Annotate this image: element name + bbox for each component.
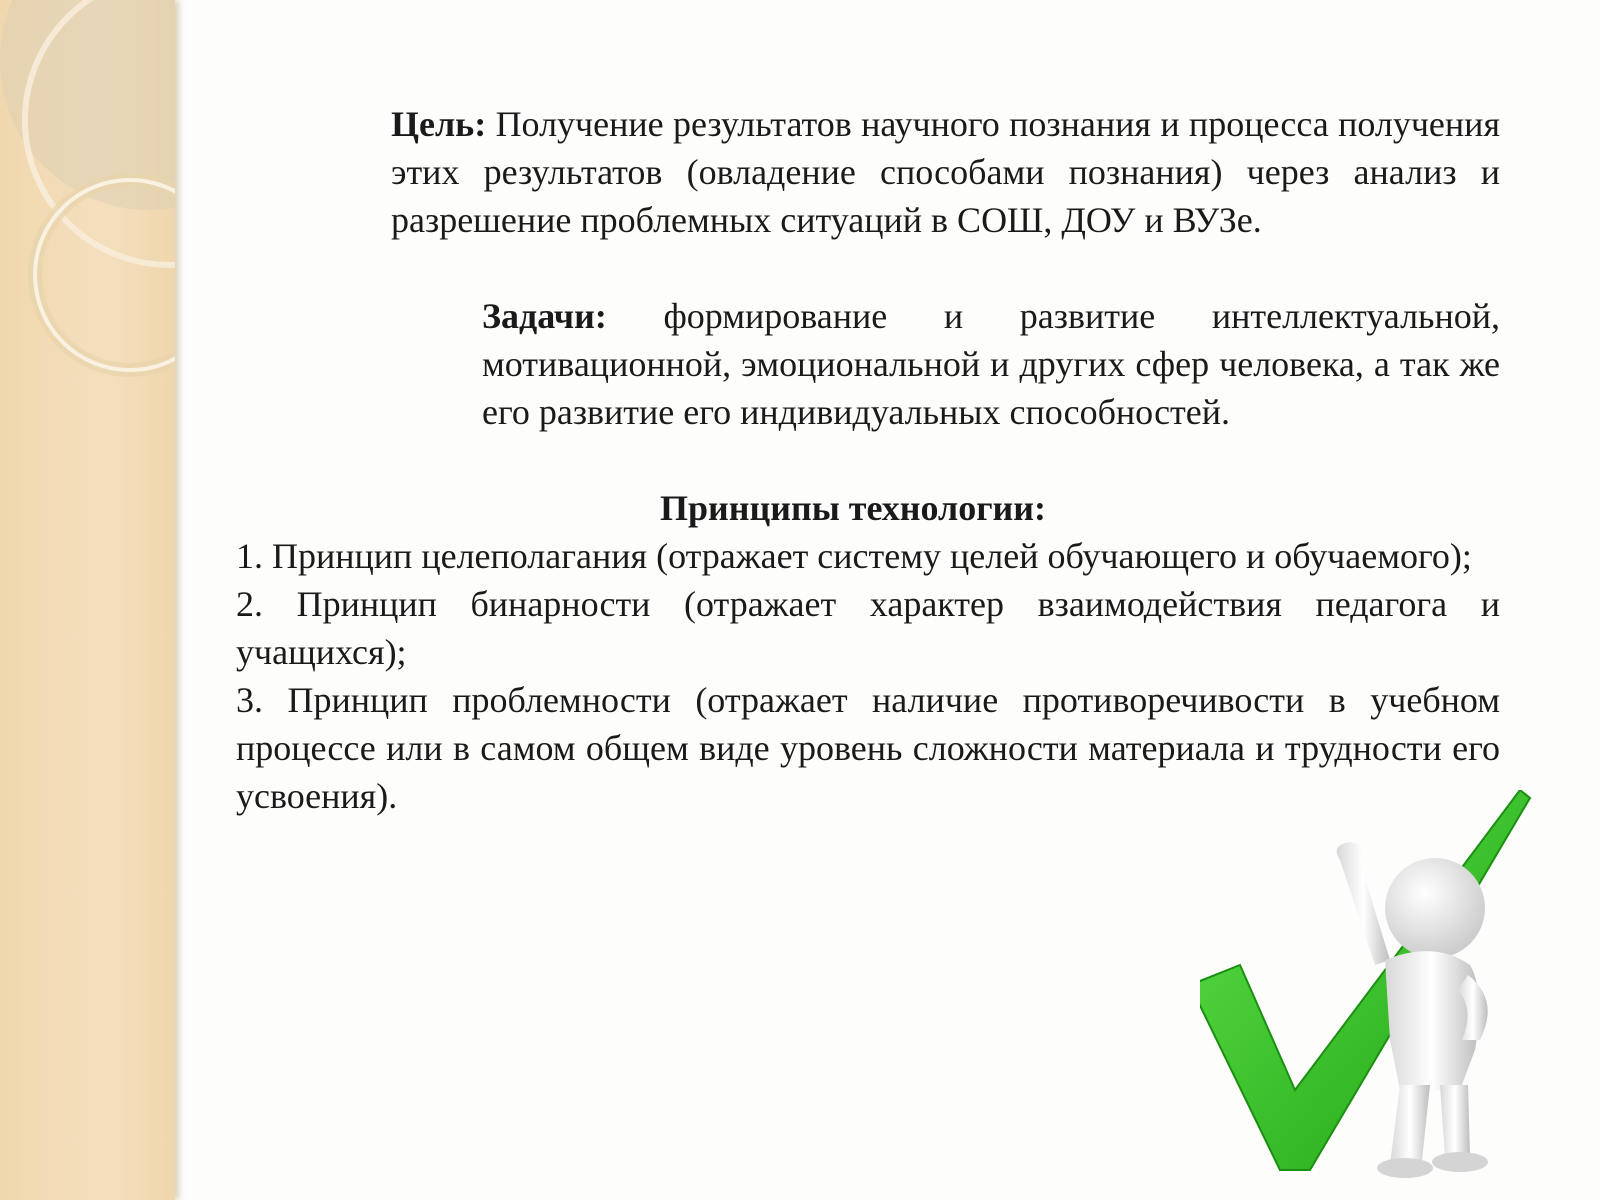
tasks-text: формирование и развитие интеллектуальной, мотивационной, эмоциональной и других сфер человека, а так же его развитие его индивидуальных способностей. xyxy=(482,296,1501,432)
tasks-label: Задачи: xyxy=(482,296,607,336)
goal-text: Получение результатов научного познания и процесса получения этих результатов (овладение способами познания) через анализ и разрешение проблемных ситуаций в СОШ, ДОУ и ВУЗе. xyxy=(391,104,1501,240)
goal-label: Цель: xyxy=(391,104,487,144)
decorative-rings-icon xyxy=(0,0,175,1200)
goal-paragraph xyxy=(236,100,1500,244)
principles-heading: Принципы технологии: xyxy=(659,488,1047,528)
slide-content xyxy=(236,100,1500,820)
principle-item: 2. Принцип бинарности (отражает характер взаимодействия педагога и учащихся); xyxy=(236,584,1500,672)
decorative-side-band xyxy=(0,0,175,1200)
principles-list xyxy=(236,532,1500,820)
principle-item: 1. Принцип целеполагания (отражает систему целей обучающего и обучаемого); xyxy=(236,536,1472,576)
green-checkmark-icon xyxy=(1200,790,1560,1190)
principle-item: 3. Принцип проблемности (отражает наличие противоречивости в учебном процессе или в самом общем виде уровень сложности материала и трудности его усвоения). xyxy=(236,680,1500,816)
tasks-paragraph xyxy=(236,292,1500,436)
checkmark-person-illustration xyxy=(1200,790,1560,1190)
